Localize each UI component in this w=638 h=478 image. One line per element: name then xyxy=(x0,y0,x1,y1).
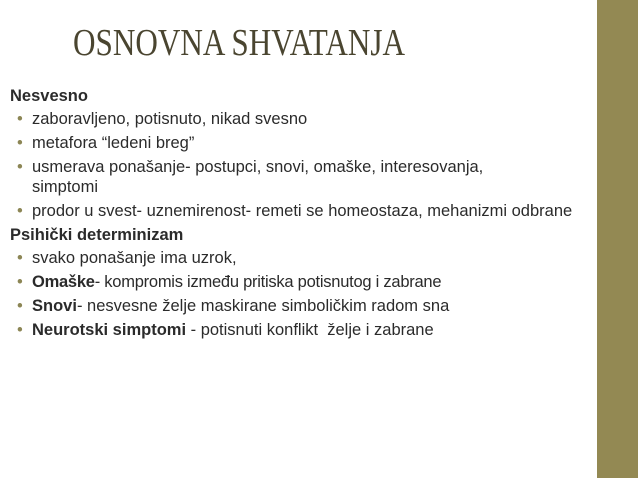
bullet-text xyxy=(32,320,600,340)
bullet-dot-icon: • xyxy=(17,134,23,152)
bullet-text xyxy=(32,201,577,221)
bullet-dot-icon: • xyxy=(17,110,23,128)
bullet-item xyxy=(17,133,600,153)
bullet-dot-icon: • xyxy=(17,321,23,339)
bullet-body: prodor u svest- uznemirenost- remeti se homeostaza, mehanizmi odbrane xyxy=(32,202,573,220)
bullet-item xyxy=(17,157,600,197)
bullet-item xyxy=(17,320,600,340)
bullet-bold-term: Omaške xyxy=(32,273,95,291)
bullet-body: zaboravljeno, potisnuto, nikad svesno xyxy=(32,110,308,128)
bullet-text xyxy=(32,272,600,292)
section-heading: Nesvesno xyxy=(10,87,88,105)
bullet-bold-term: Neurotski simptomi xyxy=(32,321,187,339)
bullet-item xyxy=(17,248,600,268)
bullet-bold-term: Snovi xyxy=(32,297,77,315)
bullet-body: usmerava ponašanje- postupci, snovi, omaške, interesovanja, simptomi xyxy=(32,158,484,196)
bullet-body: metafora “ledeni breg” xyxy=(32,134,195,152)
bullet-text xyxy=(32,109,600,129)
section-nesvesno xyxy=(10,86,600,221)
bullet-body: svako ponašanje ima uzrok, xyxy=(32,249,237,267)
bullet-item xyxy=(17,296,600,316)
decorative-side-band xyxy=(597,0,638,478)
bullet-dot-icon: • xyxy=(17,249,23,267)
bullet-text xyxy=(32,133,600,153)
slide-content xyxy=(10,86,600,344)
bullet-item xyxy=(17,109,600,129)
bullet-item xyxy=(17,201,600,221)
bullet-body: - potisnuti konflikt želje i zabrane xyxy=(186,321,434,339)
bullet-text xyxy=(32,157,512,197)
bullet-body: - nesvesne želje maskirane simboličkim radom sna xyxy=(76,297,450,315)
bullet-body: - kompromis između pritiska potisnutog i zabrane xyxy=(94,273,442,291)
bullet-text xyxy=(32,248,600,268)
bullet-dot-icon: • xyxy=(17,158,23,176)
bullet-text xyxy=(32,296,600,316)
bullet-dot-icon: • xyxy=(17,202,23,220)
section-psihicki-determinizam xyxy=(10,225,600,340)
bullet-dot-icon: • xyxy=(17,297,23,315)
bullet-item xyxy=(17,272,600,292)
section-heading: Psihički determinizam xyxy=(10,226,184,244)
bullet-dot-icon: • xyxy=(17,273,23,291)
slide-title: OSNOVNA SHVATANJA xyxy=(73,22,405,64)
